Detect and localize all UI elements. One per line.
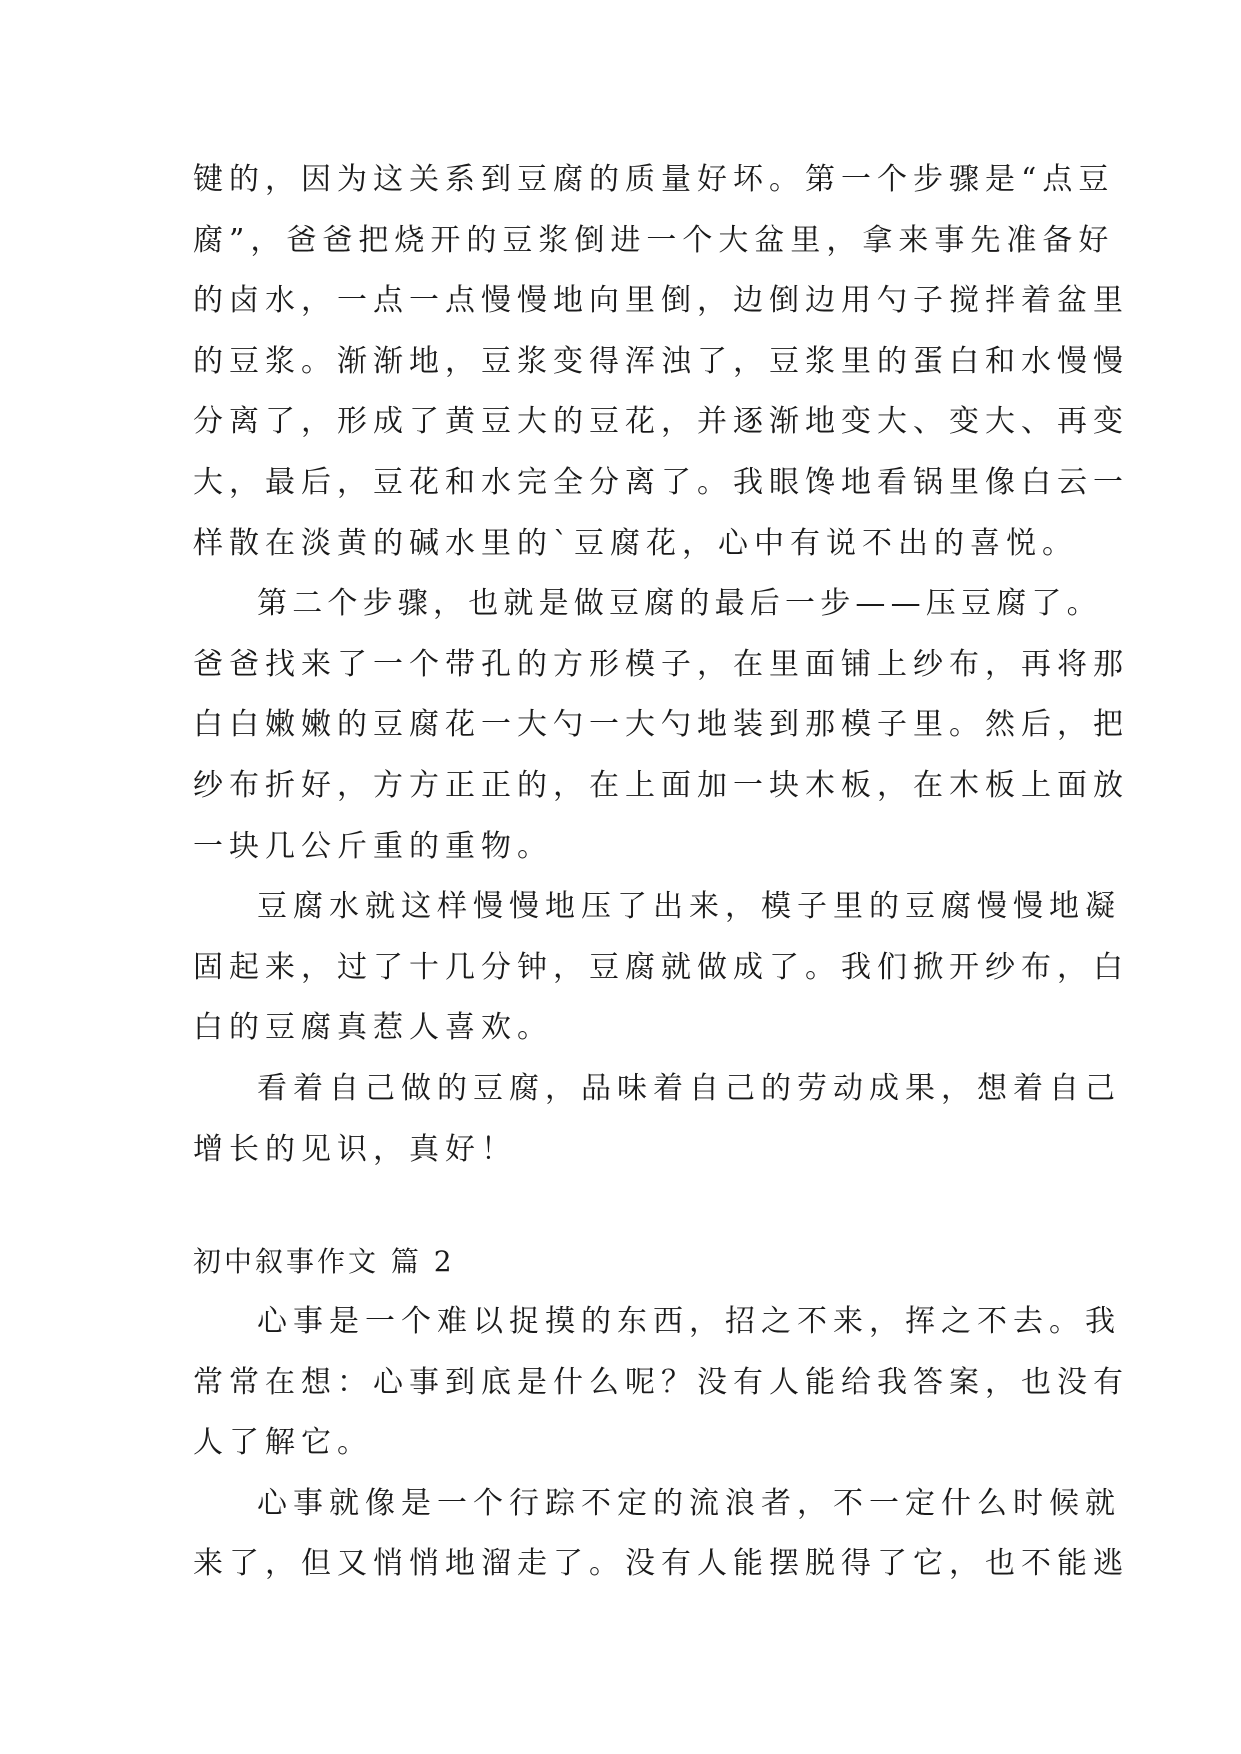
section-gap bbox=[193, 1180, 1241, 1232]
text-line: 爸爸找来了一个带孔的方形模子，在里面铺上纱布，再将那 bbox=[193, 646, 1129, 682]
text-line: 豆腐水就这样慢慢地压了出来，模子里的豆腐慢慢地凝 bbox=[257, 889, 1121, 925]
text-line: 心事就像是一个行踪不定的流浪者，不一定什么时候就 bbox=[257, 1485, 1121, 1521]
section-title: 初中叙事作文 篇 2 bbox=[193, 1245, 455, 1279]
text-line: 白白嫩嫩的豆腐花一大勺一大勺地装到那模子里。然后，把 bbox=[193, 707, 1129, 743]
text-line: 一块几公斤重的重物。 bbox=[193, 828, 553, 864]
text-line: 样散在淡黄的碱水里的`豆腐花，心中有说不出的喜悦。 bbox=[193, 525, 1078, 561]
text-line: 键的，因为这关系到豆腐的质量好坏。第一个步骤是“点豆 bbox=[193, 162, 1115, 197]
paragraph bbox=[193, 1292, 1241, 1474]
text-line: 看着自己做的豆腐，品味着自己的劳动成果，想着自己 bbox=[257, 1070, 1121, 1106]
text-line: 腐”，爸爸把烧开的豆浆倒进一个大盆里，拿来事先准备好 bbox=[193, 222, 1115, 258]
text-line: 的卤水，一点一点慢慢地向里倒，边倒边用勺子搅拌着盆里 bbox=[193, 283, 1129, 319]
text-line: 第二个步骤，也就是做豆腐的最后一步——压豆腐了。 bbox=[257, 586, 1102, 622]
text-line: 的豆浆。渐渐地，豆浆变得浑浊了，豆浆里的蛋白和水慢慢 bbox=[193, 343, 1129, 379]
text-line: 常常在想：心事到底是什么呢？没有人能给我答案，也没有 bbox=[193, 1364, 1129, 1400]
text-line: 分离了，形成了黄豆大的豆花，并逐渐地变大、变大、再变 bbox=[193, 404, 1129, 440]
text-line: 心事是一个难以捉摸的东西，招之不来，挥之不去。我 bbox=[257, 1304, 1121, 1340]
paragraph bbox=[193, 1474, 1241, 1595]
paragraph bbox=[193, 1059, 1241, 1180]
text-line: 白的豆腐真惹人喜欢。 bbox=[193, 1010, 553, 1046]
text-line: 大，最后，豆花和水完全分离了。我眼馋地看锅里像白云一 bbox=[193, 464, 1129, 500]
text-line: 增长的见识，真好！ bbox=[193, 1131, 517, 1167]
text-line: 纱布折好，方方正正的，在上面加一块木板，在木板上面放 bbox=[193, 767, 1129, 803]
text-line: 来了，但又悄悄地溜走了。没有人能摆脱得了它，也不能逃 bbox=[193, 1546, 1129, 1582]
paragraph bbox=[193, 877, 1241, 1059]
paragraph bbox=[193, 150, 1241, 574]
text-line: 固起来，过了十几分钟，豆腐就做成了。我们掀开纱布，白 bbox=[193, 949, 1129, 985]
paragraph bbox=[193, 574, 1241, 877]
text-line: 人了解它。 bbox=[193, 1425, 373, 1461]
